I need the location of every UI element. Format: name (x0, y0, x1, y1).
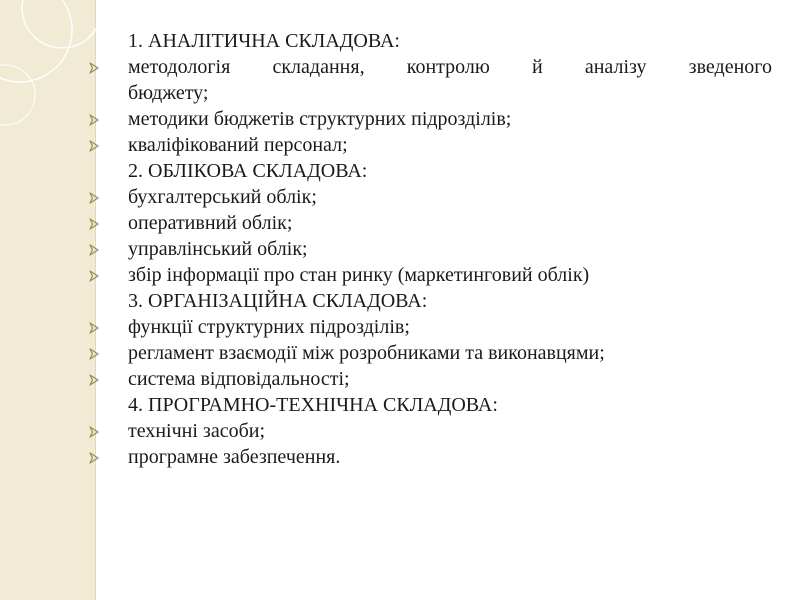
bullet-icon (88, 444, 102, 470)
decorative-circles (0, 0, 96, 600)
bullet-icon (88, 366, 102, 392)
item-text: програмне забезпечення. (128, 446, 341, 468)
item-text: бюджету; (128, 82, 209, 104)
list-item (88, 418, 772, 444)
item-text: функції структурних підрозділів; (128, 316, 410, 338)
bullet-icon (88, 314, 102, 340)
item-text: система відповідальності; (128, 368, 350, 390)
item-text: управлінський облік; (128, 238, 308, 260)
bullet-icon (88, 210, 102, 236)
list-item (88, 262, 772, 288)
bullet-icon (88, 54, 102, 80)
item-text: збір інформації про стан ринку (маркетинговий облік) (128, 264, 590, 286)
item-text: 2. ОБЛІКОВА СКЛАДОВА: (128, 160, 368, 182)
item-text: методологія складання, контролю й аналізу зведеного (128, 56, 772, 78)
item-text: 1. АНАЛІТИЧНА СКЛАДОВА: (128, 30, 400, 52)
item-text: 3. ОРГАНІЗАЦІЙНА СКЛАДОВА: (128, 290, 428, 312)
bullet-icon (88, 340, 102, 366)
list-item (88, 132, 772, 158)
item-text: бухгалтерський облік; (128, 186, 317, 208)
item-text: оперативний облік; (128, 212, 293, 234)
bullet-icon (88, 132, 102, 158)
list-item (88, 366, 772, 392)
list-item (88, 184, 772, 210)
item-text: 4. ПРОГРАМНО-ТЕХНІЧНА СКЛАДОВА: (128, 394, 498, 416)
section-heading (88, 288, 772, 314)
bullet-icon (88, 262, 102, 288)
section-heading (88, 28, 772, 54)
bullet-icon (88, 236, 102, 262)
bullet-icon (88, 184, 102, 210)
item-text: технічні засоби; (128, 420, 266, 442)
list-item-continuation (88, 80, 772, 106)
list-item (88, 236, 772, 262)
item-text: методики бюджетів структурних підрозділів; (128, 108, 512, 130)
list-item (88, 106, 772, 132)
item-text: кваліфікований персонал; (128, 134, 348, 156)
list-item (88, 210, 772, 236)
list-item (88, 340, 772, 366)
section-heading (88, 158, 772, 184)
section-heading (88, 392, 772, 418)
content-list (88, 28, 772, 470)
bullet-icon (88, 418, 102, 444)
list-item (88, 444, 772, 470)
list-item (88, 314, 772, 340)
list-item (88, 54, 772, 80)
bullet-icon (88, 106, 102, 132)
item-text: регламент взаємодії між розробниками та виконавцями; (128, 342, 605, 364)
